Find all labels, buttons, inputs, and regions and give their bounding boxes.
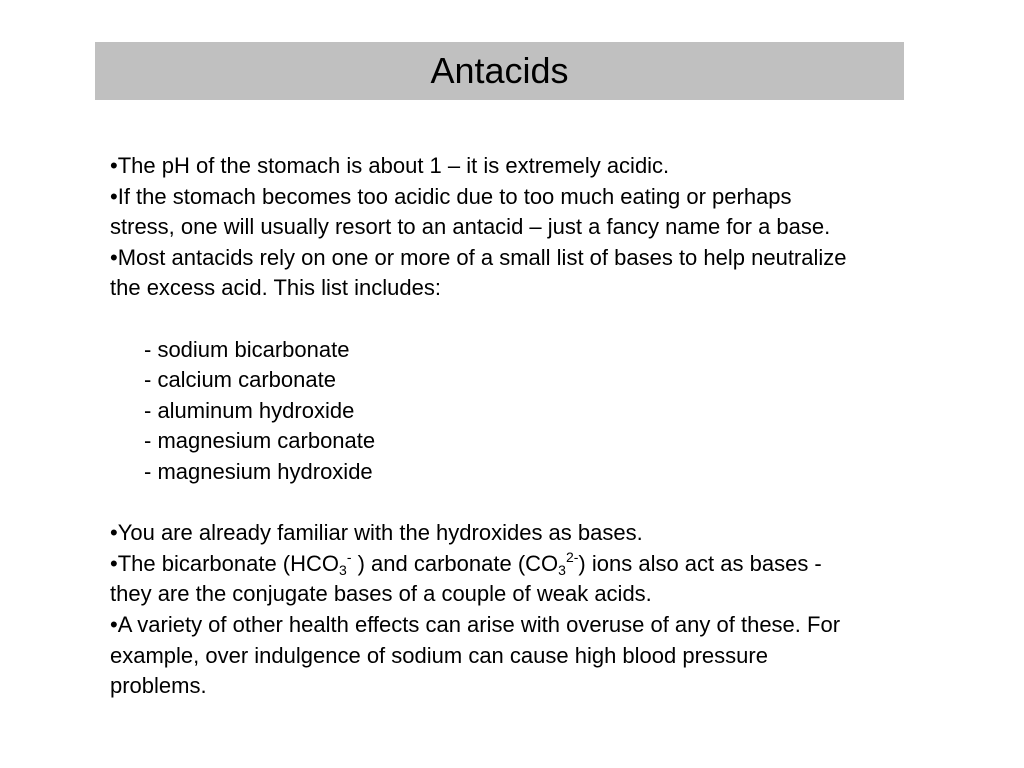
spacer	[110, 304, 990, 335]
text-segment: ) and carbonate (CO	[351, 550, 559, 576]
slide-title: Antacids	[430, 50, 569, 91]
bullet-health-effects-cont: example, over indulgence of sodium can cause high blood pressure	[110, 642, 768, 668]
bullet-antacids-rely: •Most antacids rely on one or more of a small list of bases to help neutralize	[110, 244, 847, 270]
bullet-health-effects-end: problems.	[110, 673, 207, 699]
list-item: - calcium carbonate	[144, 367, 336, 393]
spacer	[110, 488, 990, 519]
slide-body	[110, 151, 990, 702]
text-segment: ) ions also act as bases -	[578, 550, 822, 576]
bullet-too-acidic: •If the stomach becomes too acidic due to too much eating or perhaps	[110, 183, 792, 209]
bullet-bicarbonate-carbonate	[110, 549, 990, 580]
list-item: - magnesium hydroxide	[144, 458, 373, 484]
superscript: 2-	[565, 548, 579, 565]
title-banner	[95, 42, 904, 100]
subscript: 3	[339, 561, 347, 578]
text-segment: •The bicarbonate (HCO	[110, 550, 340, 576]
list-item: - magnesium carbonate	[144, 428, 376, 454]
superscript: -	[346, 548, 352, 565]
list-item: - sodium bicarbonate	[144, 336, 350, 362]
bullet-health-effects: •A variety of other health effects can arise with overuse of any of these. For	[110, 611, 841, 637]
bullet-antacids-rely-cont: the excess acid. This list includes:	[110, 275, 441, 301]
bullet-stomach-ph: •The pH of the stomach is about 1 – it is extremely acidic.	[110, 153, 670, 178]
list-item: - aluminum hydroxide	[144, 397, 355, 423]
bullet-hydroxides: •You are already familiar with the hydroxides as bases.	[110, 520, 643, 546]
bullet-bicarbonate-carbonate-cont: they are the conjugate bases of a couple of weak acids.	[110, 581, 652, 607]
bullet-too-acidic-cont: stress, one will usually resort to an antacid – just a fancy name for a base.	[110, 214, 831, 240]
subscript: 3	[558, 561, 566, 578]
